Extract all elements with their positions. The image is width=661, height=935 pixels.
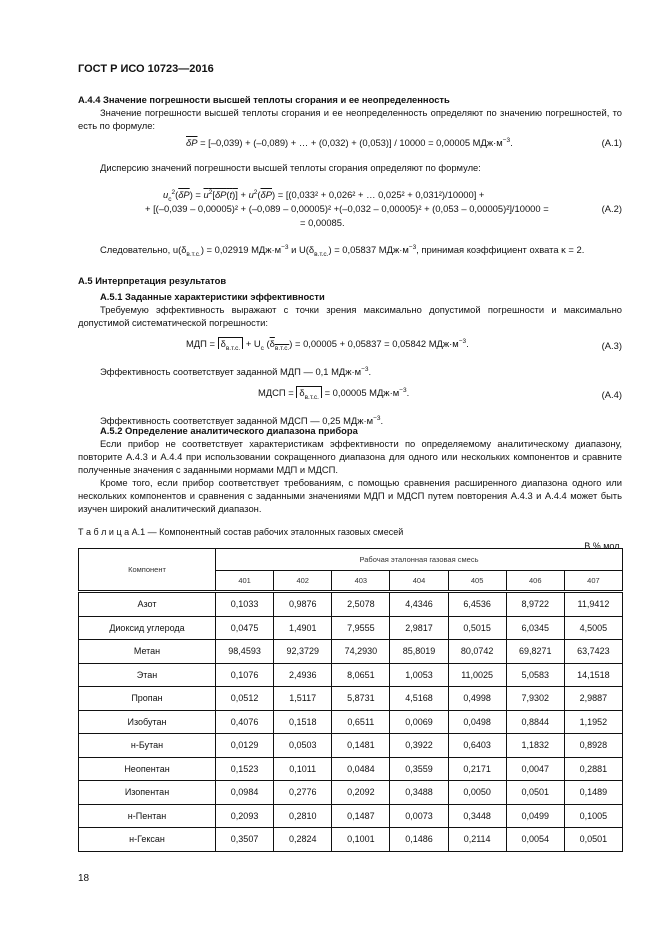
value-cell: 14,1518 [564,663,622,687]
formula-a3: МДП = $\delta_{в.т.с.} + U_c$ $(\delta_{в.т.с.}) = 0,00005 + 0,05837 = 0,05842$ $МДж\cdot м^{-3}$. [186,338,469,352]
value-cell: 0,1486 [390,828,448,852]
column-header-401: 401 [216,571,274,592]
value-cell: 5,0583 [506,663,564,687]
value-cell: 7,9302 [506,687,564,711]
value-cell: 1,5117 [274,687,332,711]
value-cell: 0,0129 [216,734,274,758]
equation-number: (А.3) [601,340,622,351]
column-header-404: 404 [390,571,448,592]
value-cell: 98,4593 [216,640,274,664]
value-cell: 0,9876 [274,592,332,617]
text: + U [245,338,261,350]
value-cell: 2,5078 [332,592,390,617]
text: Эффективность соответствует заданной МДП — 0,1 МДж·м [100,366,362,378]
component-name: Азот [79,592,216,617]
formula-a2-line1: $u_c^2(\overline{\delta P}) = u^2[\delta P(t)] + u^2(\overline{\delta P}) = [(0,033^2 + 0,026^2$ + … 0,025² + 0,031²)/10000] + [163,189,485,203]
value-cell: 0,2881 [564,757,622,781]
exponent: −3 [458,338,467,345]
table-row [79,828,623,852]
composition-table [78,548,623,852]
value-cell: 0,6511 [332,710,390,734]
value-cell: 2,4936 [274,663,332,687]
subscript: в.т.с. [274,345,290,352]
table-row [79,804,623,828]
table-caption: Т а б л и ц а А.1 — Компонентный состав рабочих эталонных газовых смесей [78,527,404,537]
section-a44-title: А.4.4 Значение погрешности высшей теплоты сгорания и ее неопределенность [78,94,450,105]
value-cell: 2,9887 [564,687,622,711]
value-cell: 63,7423 [564,640,622,664]
page-number: 18 [78,873,90,884]
column-header-407: 407 [564,571,622,592]
component-name: Изобутан [79,710,216,734]
value-cell: 0,0054 [506,828,564,852]
value-cell: 1,4901 [274,616,332,640]
value-cell: 0,8844 [506,710,564,734]
formula-part: = [(0,033² + 0,026² + … 0,025² + 0,031²)/10000] + [277,189,485,201]
subscript: в.т.с. [225,345,241,352]
value-cell: 6,4536 [448,592,506,617]
section-a5-title: А.5 Интерпретация результатов [78,275,227,286]
component-name: н-Бутан [79,734,216,758]
value-cell: 92,3729 [274,640,332,664]
value-cell: 0,0050 [448,781,506,805]
value-cell: 69,8271 [506,640,564,664]
column-header-405: 405 [448,571,506,592]
subscript: в.т.с. [304,394,319,401]
equation-number: (А.2) [601,203,622,214]
value-cell: 0,0984 [216,781,274,805]
value-cell: 11,0025 [448,663,506,687]
paragraph: Эффективность соответствует заданной МДСП — 0,25 $МДж\cdot м^{-3}$. [100,415,384,427]
table-unit: В % мол. [584,541,622,551]
value-cell: 4,4346 [390,592,448,617]
text: Следовательно, u(δ [100,244,187,256]
value-cell: 0,0073 [390,804,448,828]
value-cell: 0,2114 [448,828,506,852]
value-cell: 5,8731 [332,687,390,711]
value-cell: 0,1033 [216,592,274,617]
equation-number: (А.4) [601,389,622,400]
value-cell: 74,2930 [332,640,390,664]
value-cell: 6,0345 [506,616,564,640]
exponent: −3 [373,415,381,422]
value-cell: 0,0498 [448,710,506,734]
exponent: −3 [361,366,369,373]
value-cell: 0,0501 [564,828,622,852]
value-cell: 1,1832 [506,734,564,758]
value-cell: 0,0069 [390,710,448,734]
value-cell: 0,1487 [332,804,390,828]
value-cell: 0,0512 [216,687,274,711]
exponent: −3 [502,137,511,144]
value-cell: 8,9722 [506,592,564,617]
value-cell: 1,1952 [564,710,622,734]
table-row [79,781,623,805]
value-cell: 0,0501 [506,781,564,805]
paragraph: Кроме того, если прибор соответствует требованиям, с помощью сравнения расширенного диапазона одного или нескольких компонентов и сравнения с заданными значениями МДП и МДСП путем повторения А.4.3 и А.4.4 может быть изучен широкий аналитический диапазон. [78,477,622,514]
value-cell: 4,5005 [564,616,622,640]
component-name: Изопентан [79,781,216,805]
value-cell: 4,5168 [390,687,448,711]
formula-a4: МДСП = $\delta_{в.т.с.} = 0,00005$ $МДж\cdot м^{-3}$. [258,387,410,401]
value-cell: 0,1518 [274,710,332,734]
table-row [79,687,623,711]
value-cell: 0,0499 [506,804,564,828]
paragraph: Если прибор не соответствует характеристикам эффективности по определяемому аналитическому диапазону, повторите А.4.3 и А.4.4 при использовании сокращенного диапазона для одного или нескольких компонентов и сравните полученные значения с заданными нормами МДП и МДСП. [78,438,622,475]
column-header-403: 403 [332,571,390,592]
text: МДСП = [258,387,294,399]
paragraph-conclusion [78,241,622,261]
value-cell: 0,1011 [274,757,332,781]
section-a52-title: А.5.2 Определение аналитического диапазона прибора [100,425,358,436]
value-cell: 0,0484 [332,757,390,781]
table-row [79,592,623,617]
value-cell: 0,0503 [274,734,332,758]
table-row [79,640,623,664]
exponent: −3 [399,387,407,394]
value-cell: 11,9412 [564,592,622,617]
value-cell: 0,1489 [564,781,622,805]
value-cell: 0,3922 [390,734,448,758]
formula-a2-line2: + [(–0,039 – 0,00005)² + (–0,089 – 0,00005)² +(–0,032 – 0,00005)² + (0,053 – 0,00005)²]/10000 = [145,203,549,214]
value-cell: 0,2092 [332,781,390,805]
component-name: Метан [79,640,216,664]
value-cell: 0,2810 [274,804,332,828]
formula-a1: $\overline{\delta P} = [-0,039) + (-0,089)$ + … + (0,032) + (0,053)] / 10000 = 0,00005 $МДж\cdot м^{-3}$. [186,137,513,149]
value-cell: 0,3488 [390,781,448,805]
column-header-406: 406 [506,571,564,592]
paragraph: Эффективность соответствует заданной МДП — 0,1 $МДж\cdot м^{-3}$. [100,366,372,378]
component-name: н-Пентан [79,804,216,828]
value-cell: 2,9817 [390,616,448,640]
value-cell: 0,1005 [564,804,622,828]
value-cell: 0,1001 [332,828,390,852]
component-name: Пропан [79,687,216,711]
value-cell: 0,4998 [448,687,506,711]
text: = 0,00005 + 0,05837 = 0,05842 МДж·м [295,338,459,350]
component-name: н-Гексан [79,828,216,852]
value-cell: 8,0651 [332,663,390,687]
column-group-header: Рабочая эталонная газовая смесь [216,549,623,571]
component-name: Диоксид углерода [79,616,216,640]
table-row [79,710,623,734]
value-cell: 0,6403 [448,734,506,758]
value-cell: 0,0047 [506,757,564,781]
column-header-402: 402 [274,571,332,592]
text: = 0,00005 МДж·м [324,387,400,399]
subscript: в.т.с. [186,251,201,258]
subscript: в.т.с. [314,251,329,258]
value-cell: 0,2171 [448,757,506,781]
component-name: Неопентан [79,757,216,781]
value-cell: 0,2093 [216,804,274,828]
text: ) = 0,02919 МДж·м [200,244,282,256]
equation-number: (А.1) [601,137,622,148]
value-cell: 0,0475 [216,616,274,640]
value-cell: 0,2776 [274,781,332,805]
formula-a2-line3: = 0,00085. [300,217,345,228]
text: ) = 0,05837 МДж·м [328,244,409,256]
value-cell: 0,8928 [564,734,622,758]
exponent: −3 [408,244,417,251]
value-cell: 80,0742 [448,640,506,664]
text: МДП = [186,338,215,350]
section-a51-title: А.5.1 Заданные характеристики эффективности [100,291,325,302]
paragraph: Требуемую эффективность выражают с точки зрения максимально допустимой погрешности и максимально допустимой систематической погрешности: [78,304,622,328]
paragraph: Дисперсию значений погрешности высшей теплоты сгорания определяют по формуле: [100,162,481,173]
value-cell: 0,3507 [216,828,274,852]
table-row [79,734,623,758]
value-cell: 0,1481 [332,734,390,758]
formula-rhs: [–0,039) + (–0,089) + … + (0,032) + (0,053)] / 10000 = 0,00005 МДж·м [208,137,503,149]
value-cell: 0,4076 [216,710,274,734]
table-row [79,616,623,640]
value-cell: 0,3448 [448,804,506,828]
text: Эффективность соответствует заданной МДСП — 0,25 МДж·м [100,415,374,427]
value-cell: 0,1076 [216,663,274,687]
value-cell: 0,5015 [448,616,506,640]
value-cell: 0,3559 [390,757,448,781]
table-row [79,757,623,781]
value-cell: 1,0053 [390,663,448,687]
exponent: −3 [281,244,289,251]
column-header-component: Компонент [79,549,216,592]
document-header: ГОСТ Р ИСО 10723—2016 [78,63,214,75]
text: и U(δ [288,244,315,256]
formula-lhs: $\overline{\delta P}$ [186,137,198,149]
value-cell: 85,8019 [390,640,448,664]
value-cell: 0,1523 [216,757,274,781]
paragraph: Значение погрешности высшей теплоты сгорания и ее неопределенность определяют по значению погрешностей, то есть по формуле: [78,107,622,131]
table-row [79,663,623,687]
value-cell: 0,2824 [274,828,332,852]
text: , принимая коэффициент охвата κ = 2. [416,244,585,256]
value-cell: 7,9555 [332,616,390,640]
component-name: Этан [79,663,216,687]
